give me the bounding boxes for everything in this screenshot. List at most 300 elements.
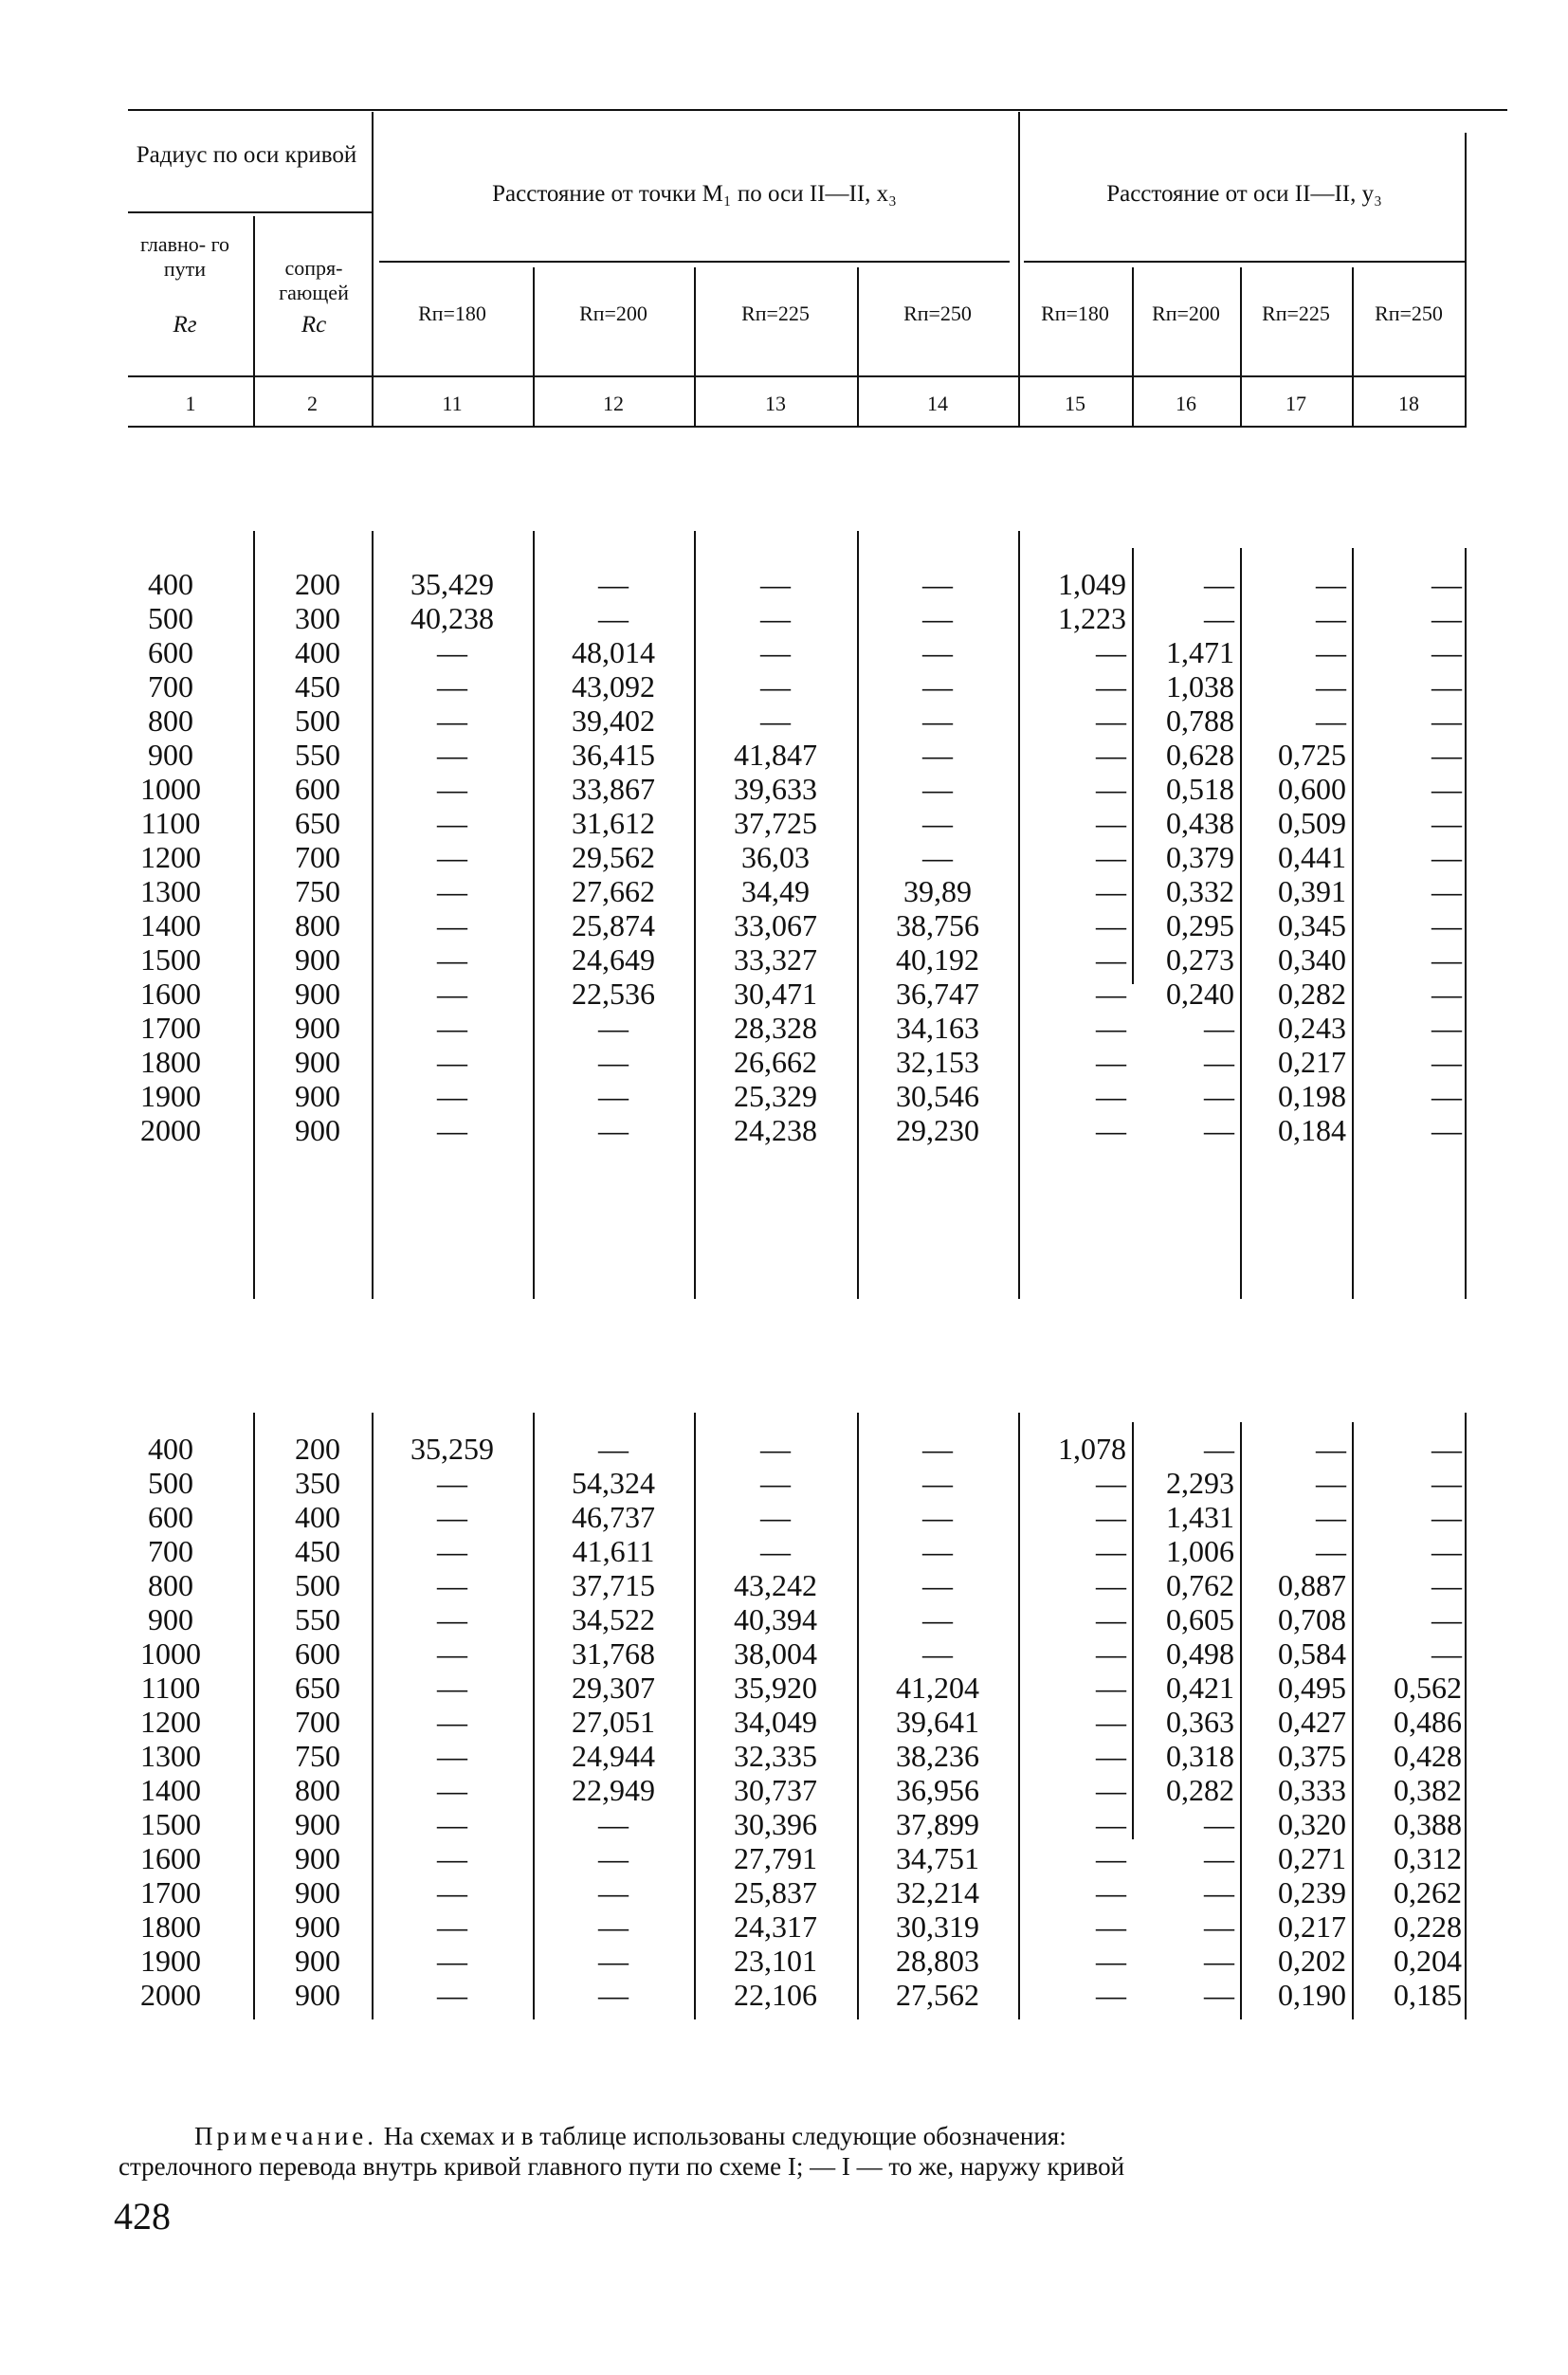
distance-x-label: Расстояние от точки M₁ по оси II—II, x₃: [492, 181, 897, 207]
cell-x3-r200: 29,562: [572, 840, 655, 874]
cell-y3-r200: 0,498: [1166, 1636, 1234, 1671]
cell-main-radius: 1200: [140, 840, 201, 874]
cell-y3-r250: 0,204: [1394, 1944, 1462, 1978]
table-row: [0, 772, 1568, 806]
cell-x3-r200: 24,649: [572, 942, 655, 977]
cell-y3-r200: —: [1204, 1909, 1234, 1944]
table-row: [0, 1841, 1568, 1875]
cell-x3-r180: —: [437, 1636, 467, 1671]
cell-y3-r250: —: [1431, 635, 1462, 669]
cell-conj-radius: 900: [295, 1113, 340, 1147]
cell-x3-r180: —: [437, 1807, 467, 1841]
cell-y3-r200: —: [1204, 1944, 1234, 1978]
cell-x3-r225: 30,396: [734, 1807, 817, 1841]
cell-x3-r225: —: [760, 1466, 791, 1500]
cell-x3-r250: —: [922, 806, 953, 840]
cell-x3-r180: —: [437, 1500, 467, 1534]
conj-curve-label: сопря- гающей: [279, 256, 349, 304]
cell-y3-r180: 1,223: [1058, 601, 1126, 635]
cell-x3-r225: 32,335: [734, 1739, 817, 1773]
table-row: [0, 1739, 1568, 1773]
cell-x3-r200: —: [598, 1113, 629, 1147]
cell-y3-r180: 1,049: [1058, 567, 1126, 601]
sub-label-15: Rп=180: [1041, 301, 1109, 325]
distance-y-underline: [1024, 261, 1465, 263]
cell-y3-r180: —: [1096, 1113, 1126, 1147]
cell-x3-r180: —: [437, 635, 467, 669]
cell-x3-r225: 25,329: [734, 1079, 817, 1113]
cell-y3-r225: 0,243: [1278, 1011, 1346, 1045]
cell-y3-r180: —: [1096, 1705, 1126, 1739]
cell-conj-radius: 650: [295, 806, 340, 840]
cell-y3-r225: —: [1316, 1432, 1346, 1466]
cell-x3-r250: 30,319: [896, 1909, 979, 1944]
cell-y3-r250: —: [1431, 908, 1462, 942]
cell-x3-r200: 33,867: [572, 772, 655, 806]
cell-main-radius: 1600: [140, 977, 201, 1011]
cell-y3-r200: 0,379: [1166, 840, 1234, 874]
table-row: [0, 1534, 1568, 1568]
cell-x3-r180: —: [437, 806, 467, 840]
cell-conj-radius: 600: [295, 772, 340, 806]
main-track-symbol: Rг: [173, 312, 197, 338]
cell-main-radius: 1300: [140, 874, 201, 908]
cell-x3-r180: —: [437, 1671, 467, 1705]
col-number: 13: [765, 392, 786, 415]
cell-x3-r200: 54,324: [572, 1466, 655, 1500]
cell-y3-r200: —: [1204, 1875, 1234, 1909]
cell-x3-r250: —: [922, 1602, 953, 1636]
cell-y3-r250: —: [1431, 567, 1462, 601]
cell-y3-r180: —: [1096, 703, 1126, 738]
cell-y3-r200: —: [1204, 1113, 1234, 1147]
colnum-bottom-rule: [128, 426, 1465, 428]
table-row: [0, 1568, 1568, 1602]
table-row: [0, 1602, 1568, 1636]
cell-conj-radius: 350: [295, 1466, 340, 1500]
cell-x3-r200: —: [598, 601, 629, 635]
cell-y3-r250: —: [1431, 601, 1462, 635]
cell-x3-r180: —: [437, 703, 467, 738]
cell-main-radius: 600: [148, 1500, 193, 1534]
header-top-rule: [128, 109, 1507, 111]
cell-conj-radius: 750: [295, 874, 340, 908]
cell-y3-r180: —: [1096, 1875, 1126, 1909]
cell-y3-r180: —: [1096, 738, 1126, 772]
cell-x3-r180: —: [437, 1602, 467, 1636]
table-row: [0, 977, 1568, 1011]
cell-x3-r200: —: [598, 1909, 629, 1944]
cell-main-radius: 800: [148, 1568, 193, 1602]
cell-conj-radius: 800: [295, 908, 340, 942]
col-number: 16: [1176, 392, 1196, 415]
cell-main-radius: 1500: [140, 1807, 201, 1841]
cell-conj-radius: 900: [295, 1079, 340, 1113]
cell-y3-r200: 0,332: [1166, 874, 1234, 908]
table-row: [0, 942, 1568, 977]
cell-x3-r250: 39,641: [896, 1705, 979, 1739]
cell-x3-r200: —: [598, 1432, 629, 1466]
cell-main-radius: 1800: [140, 1909, 201, 1944]
cell-y3-r200: 1,006: [1166, 1534, 1234, 1568]
cell-conj-radius: 550: [295, 738, 340, 772]
cell-y3-r225: 0,887: [1278, 1568, 1346, 1602]
cell-y3-r250: 0,388: [1394, 1807, 1462, 1841]
header-vline-right: [1465, 133, 1467, 428]
cell-y3-r225: 0,282: [1278, 977, 1346, 1011]
cell-conj-radius: 900: [295, 1978, 340, 2012]
cell-y3-r200: —: [1204, 1011, 1234, 1045]
cell-y3-r180: —: [1096, 806, 1126, 840]
cell-y3-r225: 0,333: [1278, 1773, 1346, 1807]
cell-conj-radius: 400: [295, 635, 340, 669]
cell-y3-r200: 1,471: [1166, 635, 1234, 669]
cell-x3-r250: 40,192: [896, 942, 979, 977]
cell-y3-r200: 2,293: [1166, 1466, 1234, 1500]
cell-y3-r225: 0,584: [1278, 1636, 1346, 1671]
table-row: [0, 1432, 1568, 1466]
cell-conj-radius: 500: [295, 703, 340, 738]
cell-x3-r200: —: [598, 1807, 629, 1841]
cell-main-radius: 800: [148, 703, 193, 738]
cell-x3-r250: 36,747: [896, 977, 979, 1011]
cell-x3-r225: 34,49: [741, 874, 810, 908]
cell-y3-r225: 0,391: [1278, 874, 1346, 908]
cell-y3-r180: —: [1096, 942, 1126, 977]
cell-x3-r180: —: [437, 669, 467, 703]
table-row: [0, 1079, 1568, 1113]
col-number: 2: [307, 392, 318, 415]
cell-main-radius: 1700: [140, 1875, 201, 1909]
table-row: [0, 1045, 1568, 1079]
cell-conj-radius: 450: [295, 669, 340, 703]
cell-y3-r200: 0,295: [1166, 908, 1234, 942]
table-row: [0, 703, 1568, 738]
cell-y3-r180: —: [1096, 1807, 1126, 1841]
cell-x3-r250: —: [922, 772, 953, 806]
cell-x3-r180: —: [437, 840, 467, 874]
cell-y3-r250: —: [1431, 942, 1462, 977]
cell-y3-r250: 0,185: [1394, 1978, 1462, 2012]
cell-x3-r200: —: [598, 1944, 629, 1978]
cell-x3-r200: 37,715: [572, 1568, 655, 1602]
cell-y3-r225: 0,441: [1278, 840, 1346, 874]
header-vline-distance: [1018, 112, 1020, 428]
cell-y3-r200: 0,788: [1166, 703, 1234, 738]
cell-y3-r200: 0,421: [1166, 1671, 1234, 1705]
cell-y3-r250: 0,562: [1394, 1671, 1462, 1705]
cell-main-radius: 900: [148, 738, 193, 772]
cell-y3-r250: 0,228: [1394, 1909, 1462, 1944]
cell-conj-radius: 900: [295, 942, 340, 977]
cell-main-radius: 500: [148, 1466, 193, 1500]
header-vline-radius: [372, 112, 374, 428]
cell-x3-r180: —: [437, 1739, 467, 1773]
cell-x3-r200: 22,536: [572, 977, 655, 1011]
cell-x3-r225: 30,737: [734, 1773, 817, 1807]
cell-main-radius: 1500: [140, 942, 201, 977]
main-track-label: главно- го пути: [139, 232, 230, 281]
cell-conj-radius: 900: [295, 1011, 340, 1045]
cell-conj-radius: 700: [295, 1705, 340, 1739]
cell-x3-r250: —: [922, 1432, 953, 1466]
cell-y3-r200: —: [1204, 1079, 1234, 1113]
cell-x3-r180: —: [437, 874, 467, 908]
table-row: [0, 635, 1568, 669]
cell-x3-r180: —: [437, 1705, 467, 1739]
cell-x3-r225: 23,101: [734, 1944, 817, 1978]
cell-x3-r200: 31,768: [572, 1636, 655, 1671]
cell-y3-r200: —: [1204, 1841, 1234, 1875]
cell-main-radius: 500: [148, 601, 193, 635]
cell-y3-r200: 0,438: [1166, 806, 1234, 840]
col-number: 17: [1285, 392, 1306, 415]
cell-x3-r180: —: [437, 738, 467, 772]
cell-y3-r180: —: [1096, 1534, 1126, 1568]
cell-x3-r200: —: [598, 1079, 629, 1113]
cell-conj-radius: 400: [295, 1500, 340, 1534]
footnote-text-1: На схемах и в таблице использованы следующие обозначения:: [383, 2122, 1067, 2150]
cell-y3-r225: —: [1316, 567, 1346, 601]
cell-y3-r250: 0,262: [1394, 1875, 1462, 1909]
footnote-line-2: стрелочного перевода внутрь кривой главного пути по схеме I; — I — то же, наружу кривой: [119, 2152, 1125, 2181]
cell-y3-r180: —: [1096, 1011, 1126, 1045]
cell-y3-r225: 0,198: [1278, 1079, 1346, 1113]
cell-x3-r250: —: [922, 567, 953, 601]
cell-x3-r200: 31,612: [572, 806, 655, 840]
page-number: 428: [114, 2195, 171, 2238]
cell-y3-r180: —: [1096, 1079, 1126, 1113]
cell-x3-r180: —: [437, 1534, 467, 1568]
cell-x3-r225: —: [760, 567, 791, 601]
cell-main-radius: 1800: [140, 1045, 201, 1079]
cell-x3-r225: 25,837: [734, 1875, 817, 1909]
cell-conj-radius: 900: [295, 1841, 340, 1875]
cell-x3-r225: 30,471: [734, 977, 817, 1011]
cell-y3-r250: —: [1431, 840, 1462, 874]
cell-x3-r180: —: [437, 977, 467, 1011]
distance-x-underline: [379, 261, 1010, 263]
cell-main-radius: 1600: [140, 1841, 201, 1875]
cell-main-radius: 2000: [140, 1113, 201, 1147]
table-row: [0, 1909, 1568, 1944]
cell-conj-radius: 200: [295, 1432, 340, 1466]
cell-y3-r180: —: [1096, 772, 1126, 806]
cell-x3-r250: 34,751: [896, 1841, 979, 1875]
cell-x3-r225: 33,327: [734, 942, 817, 977]
cell-y3-r250: —: [1431, 977, 1462, 1011]
cell-y3-r250: —: [1431, 1079, 1462, 1113]
cell-conj-radius: 900: [295, 1909, 340, 1944]
cell-y3-r200: 1,038: [1166, 669, 1234, 703]
cell-y3-r200: —: [1204, 1978, 1234, 2012]
table-row: [0, 567, 1568, 601]
cell-conj-radius: 900: [295, 977, 340, 1011]
cell-conj-radius: 600: [295, 1636, 340, 1671]
cell-y3-r200: 0,628: [1166, 738, 1234, 772]
cell-x3-r180: —: [437, 1978, 467, 2012]
cell-y3-r250: —: [1431, 1466, 1462, 1500]
cell-x3-r250: —: [922, 669, 953, 703]
table-row: [0, 1944, 1568, 1978]
table-row: [0, 669, 1568, 703]
cell-x3-r200: —: [598, 1875, 629, 1909]
cell-x3-r225: 34,049: [734, 1705, 817, 1739]
cell-y3-r225: —: [1316, 635, 1346, 669]
cell-x3-r250: —: [922, 738, 953, 772]
cell-y3-r200: —: [1204, 1432, 1234, 1466]
cell-main-radius: 700: [148, 1534, 193, 1568]
cell-y3-r180: —: [1096, 1500, 1126, 1534]
cell-main-radius: 1300: [140, 1739, 201, 1773]
cell-x3-r250: 29,230: [896, 1113, 979, 1147]
cell-x3-r200: 29,307: [572, 1671, 655, 1705]
cell-x3-r180: —: [437, 1466, 467, 1500]
cell-y3-r200: 1,431: [1166, 1500, 1234, 1534]
cell-y3-r250: 0,382: [1394, 1773, 1462, 1807]
cell-y3-r180: —: [1096, 1944, 1126, 1978]
cell-x3-r180: —: [437, 908, 467, 942]
cell-x3-r180: —: [437, 942, 467, 977]
footnote-line-1: [194, 2122, 1067, 2151]
cell-y3-r180: —: [1096, 977, 1126, 1011]
cell-y3-r225: —: [1316, 1466, 1346, 1500]
cell-conj-radius: 650: [295, 1671, 340, 1705]
cell-y3-r250: —: [1431, 1568, 1462, 1602]
cell-x3-r250: —: [922, 1636, 953, 1671]
cell-main-radius: 400: [148, 567, 193, 601]
cell-x3-r250: —: [922, 635, 953, 669]
cell-main-radius: 400: [148, 1432, 193, 1466]
cell-y3-r250: —: [1431, 1011, 1462, 1045]
cell-main-radius: 1000: [140, 772, 201, 806]
cell-x3-r200: —: [598, 567, 629, 601]
cell-y3-r250: —: [1431, 806, 1462, 840]
cell-main-radius: 600: [148, 635, 193, 669]
cell-x3-r250: 37,899: [896, 1807, 979, 1841]
sub-label-13: Rп=225: [741, 301, 810, 325]
cell-x3-r250: —: [922, 840, 953, 874]
col-number: 11: [442, 392, 463, 415]
distance-y-label: Расстояние от оси II—II, y₃: [1106, 181, 1382, 207]
cell-main-radius: 1700: [140, 1011, 201, 1045]
cell-y3-r200: —: [1204, 1045, 1234, 1079]
cell-x3-r225: —: [760, 601, 791, 635]
cell-conj-radius: 700: [295, 840, 340, 874]
sub-label-11: Rп=180: [418, 301, 486, 325]
cell-conj-radius: 800: [295, 1773, 340, 1807]
cell-y3-r180: —: [1096, 1909, 1126, 1944]
cell-x3-r225: 33,067: [734, 908, 817, 942]
cell-y3-r180: —: [1096, 840, 1126, 874]
sub-label-18: Rп=250: [1375, 301, 1443, 325]
cell-y3-r200: 0,240: [1166, 977, 1234, 1011]
cell-y3-r225: 0,190: [1278, 1978, 1346, 2012]
cell-y3-r180: —: [1096, 1739, 1126, 1773]
cell-x3-r225: 36,03: [741, 840, 810, 874]
cell-x3-r225: 43,242: [734, 1568, 817, 1602]
col-number: 12: [603, 392, 624, 415]
cell-conj-radius: 900: [295, 1807, 340, 1841]
cell-x3-r225: —: [760, 669, 791, 703]
cell-y3-r200: 0,605: [1166, 1602, 1234, 1636]
cell-y3-r180: —: [1096, 1045, 1126, 1079]
cell-x3-r225: 27,791: [734, 1841, 817, 1875]
cell-x3-r225: —: [760, 1500, 791, 1534]
cell-y3-r180: —: [1096, 635, 1126, 669]
cell-x3-r180: —: [437, 1011, 467, 1045]
cell-y3-r250: 0,486: [1394, 1705, 1462, 1739]
cell-y3-r200: 0,282: [1166, 1773, 1234, 1807]
cell-y3-r250: 0,312: [1394, 1841, 1462, 1875]
cell-x3-r250: —: [922, 1568, 953, 1602]
table-row: [0, 840, 1568, 874]
cell-x3-r180: —: [437, 772, 467, 806]
cell-x3-r200: 41,611: [572, 1534, 655, 1568]
cell-conj-radius: 750: [295, 1739, 340, 1773]
cell-x3-r225: 37,725: [734, 806, 817, 840]
cell-conj-radius: 550: [295, 1602, 340, 1636]
cell-y3-r225: 0,708: [1278, 1602, 1346, 1636]
cell-y3-r225: 0,427: [1278, 1705, 1346, 1739]
cell-x3-r225: 39,633: [734, 772, 817, 806]
cell-y3-r180: —: [1096, 669, 1126, 703]
table-row: [0, 908, 1568, 942]
cell-x3-r225: 28,328: [734, 1011, 817, 1045]
cell-main-radius: 1100: [140, 806, 201, 840]
cell-main-radius: 900: [148, 1602, 193, 1636]
col-number: 15: [1065, 392, 1085, 415]
cell-conj-radius: 200: [295, 567, 340, 601]
cell-y3-r200: 0,518: [1166, 772, 1234, 806]
table-row: [0, 1671, 1568, 1705]
sub-label-16: Rп=200: [1152, 301, 1220, 325]
cell-y3-r225: 0,239: [1278, 1875, 1346, 1909]
cell-x3-r250: 30,546: [896, 1079, 979, 1113]
cell-y3-r180: —: [1096, 1978, 1126, 2012]
cell-x3-r250: —: [922, 1534, 953, 1568]
cell-x3-r180: —: [437, 1875, 467, 1909]
cell-x3-r200: 43,092: [572, 669, 655, 703]
cell-x3-r200: 22,949: [572, 1773, 655, 1807]
cell-x3-r200: 27,662: [572, 874, 655, 908]
cell-y3-r225: 0,725: [1278, 738, 1346, 772]
cell-x3-r200: 39,402: [572, 703, 655, 738]
cell-y3-r225: —: [1316, 601, 1346, 635]
cell-conj-radius: 900: [295, 1045, 340, 1079]
cell-x3-r250: 28,803: [896, 1944, 979, 1978]
cell-x3-r225: —: [760, 1534, 791, 1568]
subheader-bottom-rule: [128, 375, 1465, 377]
cell-x3-r250: 41,204: [896, 1671, 979, 1705]
cell-y3-r225: —: [1316, 1534, 1346, 1568]
cell-x3-r180: —: [437, 1944, 467, 1978]
cell-y3-r180: —: [1096, 1568, 1126, 1602]
cell-x3-r180: 35,429: [410, 567, 494, 601]
table-row: [0, 1978, 1568, 2012]
cell-y3-r250: —: [1431, 874, 1462, 908]
cell-y3-r225: —: [1316, 1500, 1346, 1534]
cell-main-radius: 2000: [140, 1978, 201, 2012]
radius-group-label: Радиус по оси кривой: [136, 142, 357, 168]
table-row: [0, 1011, 1568, 1045]
cell-x3-r225: 38,004: [734, 1636, 817, 1671]
table-row: [0, 1705, 1568, 1739]
table-row: [0, 1500, 1568, 1534]
cell-y3-r200: —: [1204, 1807, 1234, 1841]
cell-x3-r225: 24,317: [734, 1909, 817, 1944]
cell-x3-r180: 40,238: [410, 601, 494, 635]
